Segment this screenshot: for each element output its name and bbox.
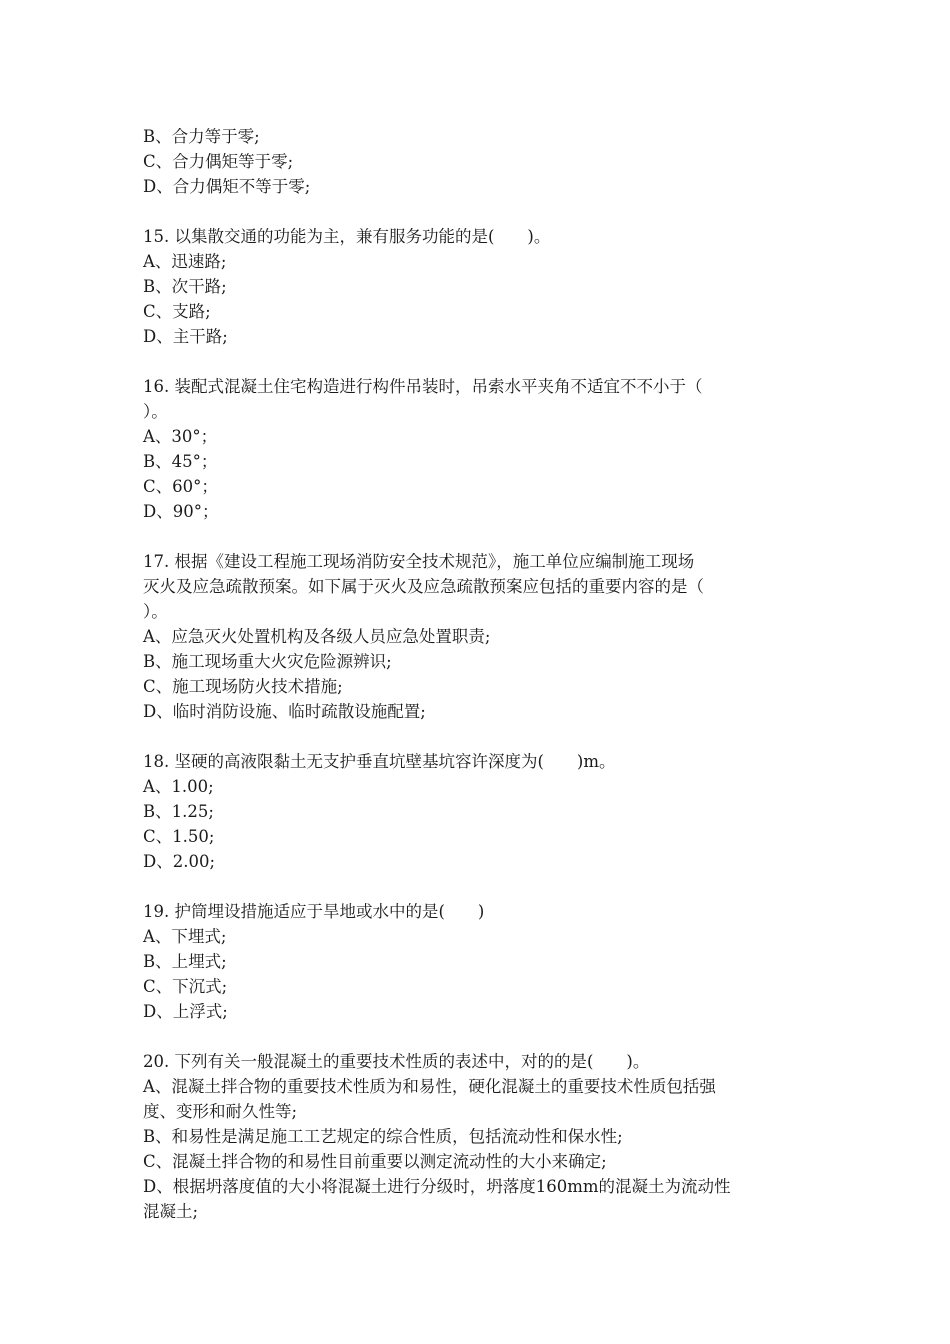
option-b: B、上埋式; (143, 952, 227, 971)
option-a: A、30°； (143, 427, 218, 446)
option-b: B、合力等于零; (143, 127, 260, 146)
option-c: C、下沉式; (143, 977, 228, 996)
option-b: B、45°； (143, 452, 218, 471)
question-text-continued: ）。 (143, 402, 168, 421)
option-c: C、混凝土拌合物的和易性目前重要以测定流动性的大小来确定; (143, 1152, 607, 1171)
question-text: 16. 装配式混凝土住宅构造进行构件吊装时，吊索水平夹角不适宜不不小于（ (143, 377, 703, 396)
document-content (143, 124, 813, 1224)
option-b: B、1.25; (143, 802, 214, 821)
option-d: D、根据坍落度值的大小将混凝土进行分级时，坍落度160mm的混凝土为流动性 (143, 1177, 731, 1196)
option-d: D、2.00; (143, 852, 216, 871)
question-20 (143, 1049, 813, 1224)
question-text: 15. 以集散交通的功能为主，兼有服务功能的是( )。 (143, 227, 551, 246)
question-text: 20. 下列有关一般混凝土的重要技术性质的表述中，对的的是( )。 (143, 1052, 650, 1071)
option-d: D、90°； (143, 502, 219, 521)
question-text: 17. 根据《建设工程施工现场消防安全技术规范》，施工单位应编制施工现场 (143, 552, 695, 571)
option-a: A、混凝土拌合物的重要技术性质为和易性，硬化混凝土的重要技术性质包括强 (143, 1077, 716, 1096)
question-text-continued: 灭火及应急疏散预案。如下属于灭火及应急疏散预案应包括的重要内容的是（ (143, 577, 704, 596)
option-d: D、合力偶矩不等于零; (143, 177, 311, 196)
option-c: C、施工现场防火技术措施; (143, 677, 343, 696)
option-d: D、主干路; (143, 327, 228, 346)
question-text: 19. 护筒埋设措施适应于旱地或水中的是( ) (143, 902, 485, 921)
option-c: C、合力偶矩等于零; (143, 152, 294, 171)
question-16 (143, 374, 813, 524)
option-a: A、应急灭火处置机构及各级人员应急处置职责; (143, 627, 491, 646)
option-c: C、支路; (143, 302, 211, 321)
option-b: B、和易性是满足施工工艺规定的综合性质，包括流动性和保水性; (143, 1127, 623, 1146)
previous-question-options (143, 124, 813, 199)
question-17 (143, 549, 813, 724)
question-19 (143, 899, 813, 1024)
option-d: D、临时消防设施、临时疏散设施配置; (143, 702, 426, 721)
option-a: A、1.00; (143, 777, 214, 796)
option-a-continued: 度、变形和耐久性等; (143, 1102, 298, 1121)
option-a: A、下埋式; (143, 927, 227, 946)
question-15 (143, 224, 813, 349)
option-b: B、次干路; (143, 277, 227, 296)
option-c: C、60°； (143, 477, 218, 496)
option-b: B、施工现场重大火灾危险源辨识; (143, 652, 392, 671)
option-d-continued: 混凝土; (143, 1202, 199, 1221)
question-text: 18. 坚硬的高液限黏土无支护垂直坑壁基坑容许深度为( )m。 (143, 752, 616, 771)
option-c: C、1.50; (143, 827, 215, 846)
option-d: D、上浮式; (143, 1002, 228, 1021)
option-a: A、迅速路; (143, 252, 227, 271)
question-text-continued: ）。 (143, 602, 168, 621)
question-18 (143, 749, 813, 874)
